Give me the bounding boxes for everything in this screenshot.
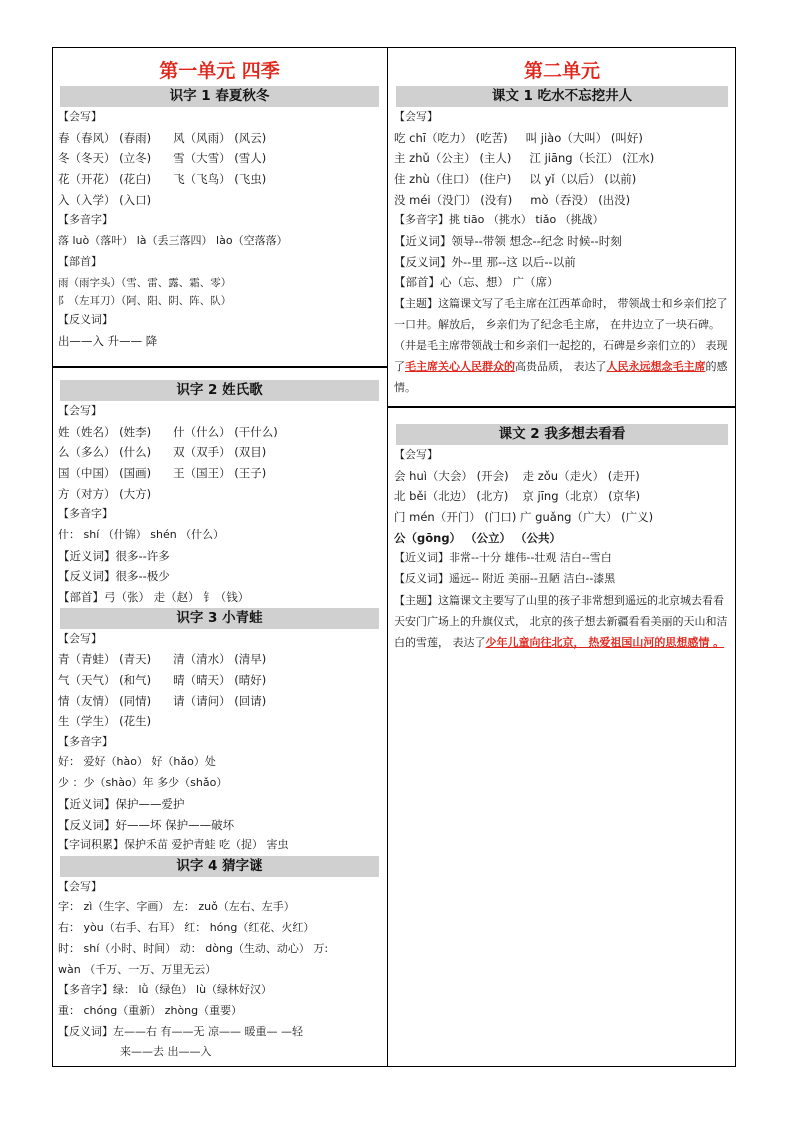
l1-fanyi: 出——入 升—— 降: [58, 333, 158, 348]
l2-huixie-row4: 方（对方） (大方): [58, 486, 152, 501]
l2-bushou: 【部首】弓（张） 走（赵） 钅（钱）: [58, 589, 250, 604]
l4-huixie-row2: 右： yòu（右手、右耳） 红： hóng（红花、火红）: [58, 921, 315, 935]
l1-duoyin-tag: 【多音字】: [58, 213, 113, 227]
l4-duoyin-1: 【多音字】绿： lǜ（绿色） lù（绿林好汉）: [58, 983, 273, 997]
l1-duoyin: 落 luò（落叶） là（丢三落四） lào（空落落）: [58, 233, 288, 247]
k1-zhuti-highlight-1: 毛主席关心人民群众的: [405, 360, 515, 374]
k1-huixie-tag: 【会写】: [394, 110, 438, 123]
l3-huixie-row2: 气（天气） (和气) 晴（晴天） (晴好): [58, 672, 267, 687]
l2-jinyi: 【近义词】很多--许多: [58, 548, 170, 563]
l3-duoyin-1: 好： 爱好（hào） 好（hǎo）处: [58, 755, 216, 769]
k2-huixie-row1: 会 huì（大会） (开会) 走 zǒu（走火） (走开): [394, 468, 640, 483]
lesson2-title: 识字 2 姓氏歌: [60, 380, 379, 401]
k1-zhuti: 【主题】这篇课文写了毛主席在江西革命时， 带领战士和乡亲们挖了一口井。解放后， 乡亲们为了纪念毛主席， 在井边立了一块石碑。（井是毛主席带领战士和乡亲们一起挖的，石碑是乡亲们立的） 表现了毛主席关心人民群众的高贵品质， 表达了人民永远想念毛主席的感情。: [394, 297, 728, 395]
lesson1-title: 识字 1 春夏秋冬: [60, 86, 379, 107]
l1-huixie-tag: 【会写】: [58, 110, 102, 123]
right-column-lower: [390, 424, 734, 653]
k1-huixie-row1: 吃 chī（吃力） (吃苦) 叫 jiào（大叫） (叫好): [394, 130, 643, 145]
l3-huixie-row1: 青（青蛙） (青天) 清（清水） (清早): [58, 652, 267, 667]
l1-huixie-row1: 春（春风） (春雨) 风（风雨） (风云): [58, 130, 267, 145]
k1-huixie-row3: 住 zhù（住口） (住户) 以 yǐ（以后） (以前): [394, 171, 637, 186]
left-column-lower: [54, 380, 385, 1063]
l2-fanyi: 【反义词】很多--极少: [58, 569, 170, 584]
l2-huixie-row2: 么（多么） (什么) 双（双手） (双目): [58, 445, 267, 460]
k2-zhuti: 【主题】这篇课文主要写了山里的孩子非常想到遥远的北京城去看看天安门广场上的升旗仪式， 北京的孩子想去新疆看看美丽的天山和洁白的雪莲， 表达了少年儿童向往北京， 热爱祖国山河的思想感情 。: [394, 593, 728, 649]
l3-huixie-row4: 生（学生） (花生): [58, 714, 152, 729]
column-divider: [387, 47, 388, 1067]
l1-huixie-row2: 冬（冬天） (立冬) 雪（大雪） (雪人): [58, 151, 267, 166]
l2-huixie-row1: 姓（姓名） (姓李) 什（什么） (干什么): [58, 424, 278, 439]
k1-zhuti-highlight-2: 人民永远想念毛主席: [606, 360, 706, 374]
k2-huixie-row2: 北 běi（北边） (北方) 京 jīng（北京） (京华): [394, 489, 641, 504]
unit2-title: 第二单元: [523, 60, 600, 82]
kewen1-title: 课文 1 吃水不忘挖井人: [396, 86, 728, 107]
k2-zhuti-highlight: 少年儿童向往北京， 热爱祖国山河的思想感情 。: [485, 635, 725, 649]
left-separator: [52, 366, 388, 368]
right-column: [390, 56, 734, 398]
lesson3-title: 识字 3 小青蛙: [60, 608, 379, 629]
l4-fanyi-1: 【反义词】左——右 有——无 凉—— 暖重— —轻: [58, 1024, 303, 1038]
l4-duoyin-2: 重： chóng（重新） zhòng（重要）: [58, 1003, 243, 1017]
l2-huixie-tag: 【会写】: [58, 404, 102, 417]
l4-huixie-row3: 时： shí（小时、时间） 动： dòng（生动、动心） 万:: [58, 941, 329, 955]
l4-huixie-row1: 字： zì（生字、字画） 左： zuǒ（左右、左手）: [58, 900, 295, 914]
k2-huixie-row4: 公（gōng） （公立） （公共）: [394, 530, 562, 545]
k2-fanyi: 【反义词】遥远-- 附近 美丽--丑陋 洁白--漆黑: [394, 572, 616, 586]
k2-jinyi: 【近义词】非常--十分 雄伟--壮观 洁白--雪白: [394, 551, 612, 565]
l2-duoyin-tag: 【多音字】: [58, 507, 113, 521]
l3-jilei: 【字词积累】保护禾苗 爱护青蛙 吃（捉） 害虫: [58, 838, 289, 852]
k1-huixie-row4: 没 méi（没门） (没有) mò（吞没） (出没): [394, 192, 631, 207]
right-separator: [388, 406, 736, 408]
l3-duoyin-tag: 【多音字】: [58, 734, 113, 748]
lesson4-title: 识字 4 猜字谜: [60, 856, 379, 877]
l1-fanyi-tag: 【反义词】: [58, 313, 113, 327]
k2-huixie-tag: 【会写】: [394, 448, 438, 461]
l1-huixie-row4: 入（入学） (入口): [58, 192, 152, 207]
l1-bushou-1: 雨（雨字头）（雪、雷、露、霜、零）: [58, 277, 232, 290]
l2-huixie-row3: 国（中国） (国画) 王（国王） (王子): [58, 465, 267, 480]
l3-duoyin-2: 少 ：少（shào）年 多少（shǎo）: [58, 776, 228, 790]
k1-jinyi: 【近义词】领导--带领 想念--纪念 时候--时刻: [394, 234, 622, 249]
l3-jinyi: 【近义词】保护——爱护: [58, 796, 185, 811]
l3-huixie-row3: 情（友情） (同情) 请（请问） (回请): [58, 693, 267, 708]
l4-huixie-row4: wàn （千万、一万、万里无云）: [58, 962, 217, 976]
l3-fanyi: 【反义词】好——坏 保护——破坏: [58, 817, 235, 832]
unit1-title: 第一单元 四季: [159, 60, 280, 82]
k1-bushou: 【部首】心（忘、想） 广（席）: [394, 275, 559, 290]
kewen2-title: 课文 2 我多想去看看: [396, 424, 728, 445]
left-column: [54, 56, 385, 351]
l1-bushou-tag: 【部首】: [58, 254, 102, 268]
k2-huixie-row3: 门 mén（开门） (门口) 广 guǎng（广大） (广义): [394, 509, 654, 524]
k1-huixie-row2: 主 zhǔ（公主） (主人) 江 jiāng（长江） (江水): [394, 151, 655, 166]
l4-fanyi-2: 来——去 出——入: [120, 1045, 212, 1059]
l3-huixie-tag: 【会写】: [58, 631, 102, 645]
k1-fanyi: 【反义词】外--里 那--这 以后--以前: [394, 254, 576, 269]
k1-duoyin: 【多音字】挑 tiāo （挑水） tiǎo （挑战）: [394, 213, 604, 227]
l1-bushou-2: 阝（左耳刀）（阿、阳、阴、阵、队）: [58, 295, 232, 308]
l4-huixie-tag: 【会写】: [58, 879, 102, 893]
l2-duoyin: 什： shí （什锦） shén （什么）: [58, 527, 225, 541]
l1-huixie-row3: 花（开花） (花白) 飞（飞鸟） (飞虫): [58, 171, 267, 186]
